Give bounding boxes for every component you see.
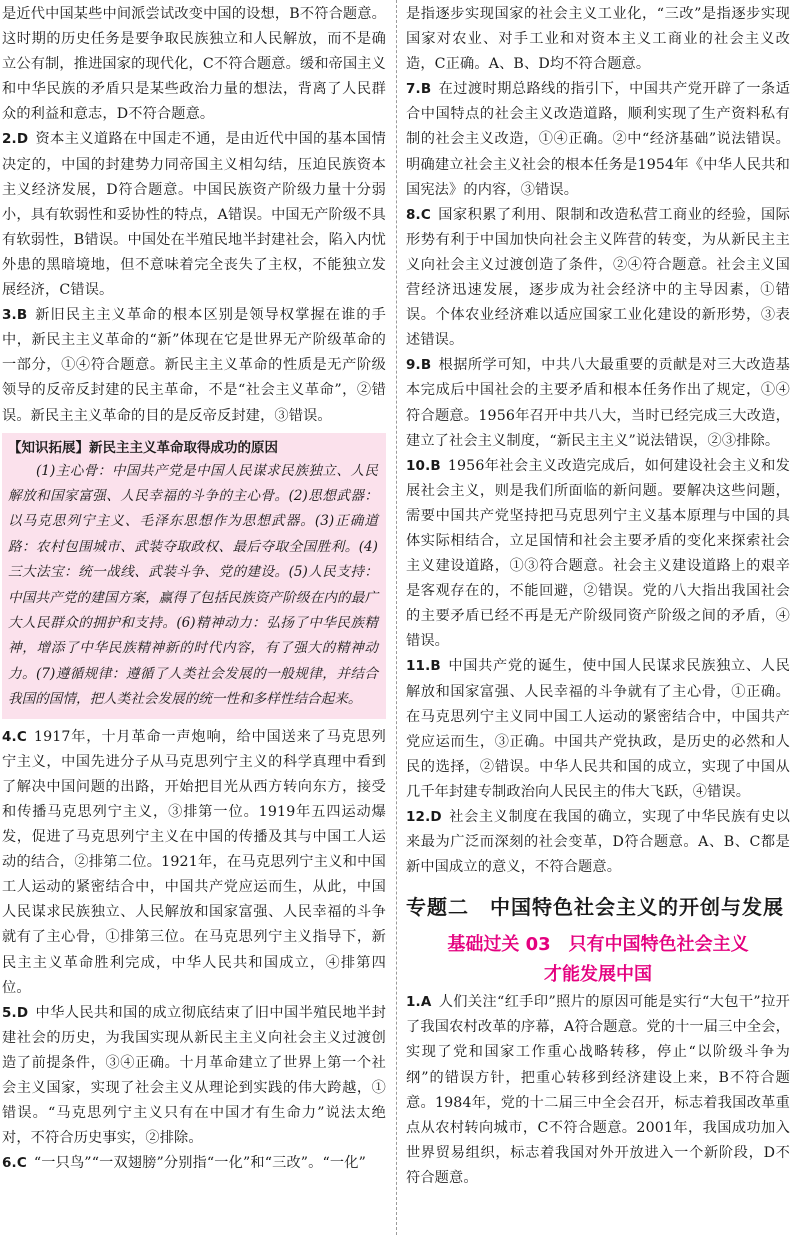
answer-item-4 (2, 725, 386, 1001)
knowledge-extension-title: 【知识拓展】新民主主义革命取得成功的原因 (8, 439, 278, 456)
item-number: 2. (2, 131, 17, 148)
item-number: 7. (406, 81, 421, 98)
item-number: 11. (406, 658, 431, 675)
answer-item-5 (2, 1001, 386, 1152)
knowledge-extension-body: (1)主心骨：中国共产党是中国人民谋求民族独立、人民解放和国家富强、人民幸福的斗争的主心骨。(2)思想武器：以马克思列宁主义、毛泽东思想作为思想武器。(3)正确道路：农村包围城市、武装夺取政权、最后夺取全国胜利。(4)三大法宝：统一战线、武装斗争、党的建设。(5)人民支持：中国共产党的建国方案，赢得了包括民族资产阶级在内的最广大人民群众的拥护和支持。(6)精神动力：弘扬了中华民族精神，增添了中华民族精神新的时代内容，有了强大的精神动力。(7)遵循规律：遵循了人类社会发展的一般规律，并结合我国的国情，把人类社会发展的统一性和多样性结合起来。 (8, 462, 378, 708)
answer-item-9 (406, 353, 790, 453)
item-explanation: 新旧民主主义革命的根本区别是领导权掌握在谁的手中，新民主主义革命的“新”体现在它是世界无产阶级革命的一部分，①④符合题意。新民主主义革命的性质是无产阶级领导的反帝反封建的民主革命，不是“社会主义革命”，②错误。新民主主义革命的目的是反帝反封建，③错误。 (2, 307, 386, 424)
answer-continuation: 是近代中国某些中间派尝试改变中国的设想，B不符合题意。这时期的历史任务是要争取民族独立和人民解放，而不是确立公有制，推进国家的现代化，C不符合题意。缓和帝国主义和中华民族的矛盾只是某些政治力量的想法，背离了人民群众的利益和意志，D不符合题意。 (2, 6, 386, 123)
answer-item-2 (2, 127, 386, 303)
unit-title-line-1: 基础过关 03 只有中国特色社会主义 (447, 934, 749, 956)
knowledge-extension-box (2, 433, 386, 719)
item-number: 12. (406, 809, 431, 825)
section-title: 专题二 中国特色社会主义的开创与发展 (406, 895, 784, 920)
left-column (2, 2, 386, 1176)
item-answer-letter: D (430, 809, 442, 825)
answer-item-s1 (406, 990, 790, 1191)
item-explanation: “一只鸟”“一双翅膀”分别指“一化”和“三改”。“一化” (33, 1155, 366, 1172)
answer-item-6 (2, 1151, 386, 1176)
item-explanation: 1917年，十月革命一声炮响，给中国送来了马克思列宁主义，中国先进分子从马克思列宁主义的科学真理中看到了解决中国问题的出路，开始把目光从西方转向东方，接受和传播马克思列宁主义，③排第一位。1919年五四运动爆发，促进了马克思列宁主义在中国的传播及其与中国工人运动的结合，②排第二位。1921年，在马克思列宁主义和中国工人运动的紧密结合中，中国共产党应运而生，从此，中国人民谋求民族独立、人民解放和国家富强、人民幸福的斗争就有了主心骨，①排第三位。在马克思列宁主义指导下，新民主主义革命胜利完成，中华人民共和国成立，④排第四位。 (2, 728, 386, 996)
answer-item-8 (406, 203, 790, 354)
answer-item-3 (2, 303, 386, 428)
item-number: 6. (2, 1155, 17, 1172)
item-answer-letter: A (420, 994, 432, 1011)
answer-item-10 (406, 454, 790, 655)
item-answer-letter: B (420, 357, 432, 374)
column-divider (396, 0, 397, 1235)
item-answer-letter: D (16, 1004, 29, 1021)
item-answer-letter: C (420, 206, 431, 223)
item-answer-letter: B (420, 81, 432, 98)
item-explanation: 资本主义道路在中国走不通，是由近代中国的基本国情决定的，中国的封建势力同帝国主义相勾结，压迫民族资本主义经济发展，D符合题意。中国民族资产阶级力量十分弱小，具有软弱性和妥协性的特点，A错误。中国无产阶级不具有软弱性，B错误。中国处在半殖民地半封建社会，陷入内忧外患的黑暗境地，但不意味着完全丧失了主权，不能独立发展经济，C错误。 (2, 131, 386, 299)
item-number: 10. (406, 457, 431, 474)
item-explanation: 国家积累了利用、限制和改造私营工商业的经验，国际形势有利于中国加快向社会主义阵营的转变，为从新民主主义向社会主义过渡创造了条件，②④符合题意。社会主义国营经济迅速发展，逐步成为社会经济中的主导因素，①错误。个体农业经济难以适应国家工业化建设的新形势，③表述错误。 (406, 206, 790, 349)
answer-continuation: 是指逐步实现国家的社会主义工业化，“三改”是指逐步实现国家对农业、对手工业和对资本主义工商业的社会主义改造，C正确。A、B、D均不符合题意。 (406, 6, 790, 73)
unit-title-line-2: 才能发展中国 (544, 964, 652, 986)
item-answer-letter: C (16, 1155, 27, 1172)
item-explanation: 在过渡时期总路线的指引下，中国共产党开辟了一条适合中国特点的社会主义改造道路，顺利实现了生产资料私有制的社会主义改造，①④正确。②中“经济基础”说法错误。明确建立社会主义社会的根本任务是1954年《中华人民共和国宪法》的内容，③错误。 (406, 81, 790, 198)
item-explanation: 中国共产党的诞生，使中国人民谋求民族独立、人民解放和国家富强、人民幸福的斗争就有了主心骨，①正确。在马克思列宁主义同中国工人运动的紧密结合中，中国共产党应运而生，③正确。中国共产党执政，是历史的必然和人民的选择，②错误。中华人民共和国的成立，实现了中国从几千年封建专制政治向人民民主的伟大飞跃，④错误。 (406, 658, 790, 800)
answer-item-11 (406, 654, 790, 805)
item-number: 3. (2, 307, 17, 324)
item-answer-letter: B (430, 658, 441, 675)
answer-item-12 (406, 805, 790, 880)
item-number: 4. (2, 728, 17, 745)
item-number: 5. (2, 1004, 17, 1021)
item-number: 8. (406, 206, 421, 223)
item-number: 9. (406, 357, 421, 374)
item-answer-letter: B (16, 307, 28, 324)
item-explanation: 人们关注“红手印”照片的原因可能是实行“大包干”拉开了我国农村改革的序幕，A符合题意。党的十一届三中全会，实现了党和国家工作重心战略转移，停止“以阶级斗争为纲”的错误方针，把重心转移到经济建设上来，B不符合题意。1984年，党的十二届三中全会召开，标志着我国改革重点从农村转向城市，C不符合题意。2001年，我国成功加入世界贸易组织，标志着我国对外开放进入一个新阶段，D不符合题意。 (406, 994, 790, 1186)
item-explanation: 1956年社会主义改造完成后，如何建设社会主义和发展社会主义，则是我们所面临的新问题。要解决这些问题，需要中国共产党坚持把马克思列宁主义基本原理与中国的具体实际相结合，立足国情和社会主要矛盾的变化来探索社会主义建设道路，①③符合题意。社会主义建设道路上的艰辛是客观存在的，不能回避，②错误。党的八大指出我国社会的主要矛盾已经不再是无产阶级同资产阶级之间的矛盾，④错误。 (406, 457, 790, 650)
item-answer-letter: D (16, 131, 29, 148)
right-column (406, 2, 790, 1191)
item-answer-letter: B (430, 457, 441, 474)
item-explanation: 中华人民共和国的成立彻底结束了旧中国半殖民地半封建社会的历史，为我国实现从新民主主义向社会主义过渡创造了前提条件，③④正确。十月革命建立了世界上第一个社会主义国家，实现了社会主义从理论到实践的伟大跨越，①错误。“马克思列宁主义只有在中国才有生命力”说法太绝对，不符合历史事实，②排除。 (2, 1004, 386, 1147)
item-explanation: 根据所学可知，中共八大最重要的贡献是对三大改造基本完成后中国社会的主要矛盾和根本任务作出了规定，①④符合题意。1956年召开中共八大，当时已经完成三大改造，建立了社会主义制度，“新民主主义”说法错误，②③排除。 (406, 357, 790, 449)
item-answer-letter: C (16, 728, 27, 745)
answer-item-7 (406, 77, 790, 202)
item-number: 1. (406, 994, 421, 1011)
item-explanation: 社会主义制度在我国的确立，实现了中华民族有史以来最为广泛而深刻的社会变革，D符合题意。A、B、C都是新中国成立的意义，不符合题意。 (406, 809, 790, 876)
